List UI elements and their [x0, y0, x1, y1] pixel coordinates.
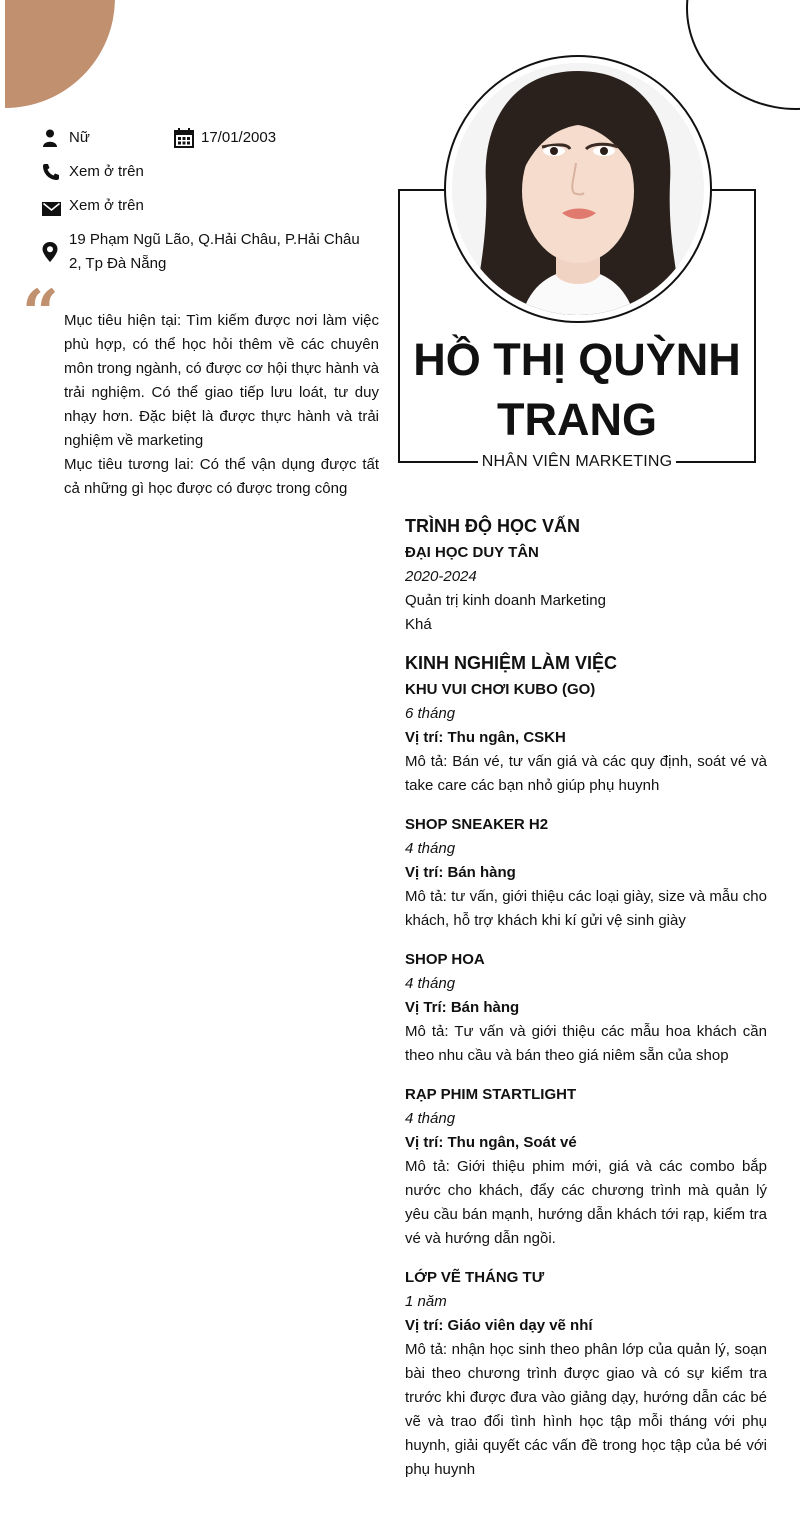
career-objective — [64, 309, 379, 501]
job-description: Mô tả: tư vấn, giới thiệu các loại giày, size và mẫu cho khách, hỗ trợ khách khi kí gửi vệ sinh giày — [405, 888, 767, 929]
job-company: RẠP PHIM STARTLIGHT — [405, 1086, 577, 1103]
job-position: Vị trí: Thu ngân, Soát vé — [405, 1134, 577, 1151]
job-company: LỚP VẼ THÁNG TƯ — [405, 1269, 545, 1286]
address-value: 19 Phạm Ngũ Lão, Q.Hải Châu, P.Hải Châu 2, Tp Đà Nẵng — [69, 231, 360, 272]
job-company: SHOP SNEAKER H2 — [405, 816, 549, 833]
email-value: Xem ở trên — [69, 197, 144, 214]
job-entry — [405, 678, 767, 798]
calendar-icon — [174, 126, 196, 150]
job-description: Mô tả: nhận học sinh theo phân lớp của quản lý, soạn bài theo chương trình được giao và có sự kiểm tra trước khi được đưa vào giảng dạy, hướng dẫn các bé vẽ và trao đổi tình hình học tập mỗi tháng với phụ huynh, giải quyết các vấn đề trong học tập của bé với phụ huynh — [405, 1341, 767, 1478]
job-duration: 4 tháng — [405, 975, 456, 992]
frame-divider-left — [398, 461, 478, 463]
job-company: KHU VUI CHƠI KUBO (GO) — [405, 681, 596, 698]
frame-divider-right — [676, 461, 756, 463]
objective-future: Mục tiêu tương lai: Có thể vận dụng được tất cả những gì học được có được trong công — [64, 456, 379, 497]
phone-icon — [42, 160, 64, 184]
major: Quản trị kinh doanh Marketing — [405, 592, 606, 609]
phone-row — [42, 160, 144, 184]
experience-section — [405, 650, 767, 1482]
profile-photo — [452, 63, 704, 315]
circle-decoration — [686, 0, 800, 110]
birthday-value: 17/01/2003 — [201, 129, 277, 146]
objective-current: Mục tiêu hiện tại: Tìm kiếm được nơi làm việc phù hợp, có thể học hỏi thêm về các chuyên môn trong ngành, có được cơ hội thực hành và trải nghiệm. Có thể giao tiếp lưu loát, tư duy nhạy hơn. Đặc biệt là được thực hành và trải nghiệm về marketing — [64, 312, 379, 449]
phone-value: Xem ở trên — [69, 163, 144, 180]
gender-row — [42, 126, 90, 150]
job-entry — [405, 1266, 767, 1482]
job-duration: 6 tháng — [405, 705, 456, 722]
job-entry — [405, 1083, 767, 1251]
address-row — [42, 228, 372, 276]
quote-mark-icon: “ — [22, 276, 59, 351]
email-row — [42, 194, 144, 218]
education-section — [405, 513, 767, 637]
job-position: Vị trí: Bán hàng — [405, 864, 516, 881]
full-name: HỒ THỊ QUỲNH TRANG — [413, 334, 741, 445]
school-name: ĐẠI HỌC DUY TÂN — [405, 544, 539, 561]
experience-heading: KINH NGHIỆM LÀM VIỆC — [405, 653, 618, 673]
job-position: Vị Trí: Bán hàng — [405, 999, 520, 1016]
study-period: 2020-2024 — [405, 568, 477, 585]
person-icon — [42, 126, 64, 150]
job-position: Vị trí: Giáo viên dạy vẽ nhí — [405, 1317, 593, 1334]
job-duration: 4 tháng — [405, 1110, 456, 1127]
grade: Khá — [405, 616, 432, 633]
job-description: Mô tả: Tư vấn và giới thiệu các mẫu hoa khách cần theo nhu cầu và bán theo giá niêm sẵn của shop — [405, 1023, 767, 1064]
job-duration: 4 tháng — [405, 840, 456, 857]
job-entry — [405, 948, 767, 1068]
education-heading: TRÌNH ĐỘ HỌC VẤN — [405, 516, 580, 536]
corner-decoration — [5, 0, 115, 108]
portrait-illustration — [452, 63, 704, 315]
email-icon — [42, 194, 64, 218]
job-entry — [405, 813, 767, 933]
job-position: Vị trí: Thu ngân, CSKH — [405, 729, 566, 746]
job-duration: 1 năm — [405, 1293, 447, 1310]
resume-main — [405, 513, 767, 1497]
job-description: Mô tả: Giới thiệu phim mới, giá và các combo bắp nước cho khách, đẩy các chương trình mà quản lý yêu cầu bán mạnh, hướng dẫn khách tới rạp, kiểm tra vé và hướng dẫn ngồi. — [405, 1158, 767, 1247]
birthday-row — [174, 126, 276, 150]
gender-value: Nữ — [69, 129, 90, 146]
job-company: SHOP HOA — [405, 951, 485, 968]
location-pin-icon — [42, 228, 64, 276]
job-description: Mô tả: Bán vé, tư vấn giá và các quy định, soát vé và take care các bạn nhỏ giúp phụ huynh — [405, 753, 767, 794]
job-title: NHÂN VIÊN MARKETING — [478, 451, 676, 473]
